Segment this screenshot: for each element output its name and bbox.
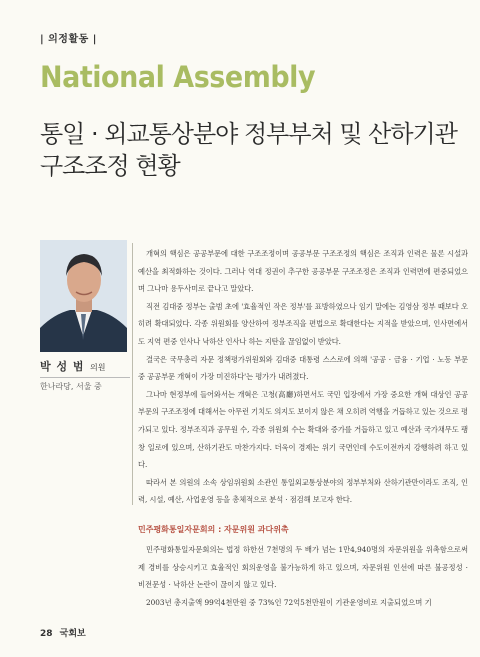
author-region: 한나라당, 서울 중 bbox=[40, 377, 130, 392]
paragraph: 2003년 총지출액 99억4천만원 중 73%인 72억5천만원이 기관운영비로 지출되었으며 기 bbox=[146, 597, 432, 607]
english-title: National Assembly bbox=[40, 60, 316, 94]
author-caption bbox=[40, 358, 130, 392]
article-title: 통일 · 외교통상분야 정부부처 및 산하기관 구조조정 현황 bbox=[40, 120, 457, 180]
page-number: 28 bbox=[40, 629, 53, 639]
column-divider bbox=[132, 243, 133, 505]
author-photo bbox=[40, 240, 127, 352]
author-title: 의원 bbox=[90, 363, 106, 372]
article-body-continued bbox=[138, 541, 468, 611]
paragraph: 직전 김대중 정부는 출범 초에 '효율적인 작은 정부'를 표방하였으나 임기 말에는 김영삼 정부 때보다 오히려 확대되었다. 각종 위원회를 양산하여 정부조직을 편법으로 확대한다는 지적을 받았으며, 인사면에서도 지역 편중 인사나 낙하산 인사나 하는 지탄을 끊임없이 받았다. bbox=[138, 301, 468, 346]
paragraph: 따라서 본 의원의 소속 상임위원회 소관인 통일외교통상분야의 정부부처와 산하기관만이라도 조직, 인력, 시설, 예산, 사업운영 등을 총체적으로 분석 · 점검해 보고자 한다. bbox=[138, 477, 468, 505]
section-label: | 의정활동 | bbox=[40, 34, 97, 45]
paragraph: 민주평화통일자문회의는 법정 하한선 7천명의 두 배가 넘는 1만4,940명의 자문위원을 위촉함으로써 제 경비를 상승시키고 효율적인 회의운영을 불가능하게 하고 있으며, 자문위원 인선에 따른 불공정성 · 비전문성 · 낙하산 논란이 끊이지 않고 있다. bbox=[138, 545, 468, 590]
page-footer bbox=[40, 626, 86, 639]
subheading: 민주평화통일자문회의 : 자문위원 과다위촉 bbox=[138, 525, 289, 534]
publication-name: 국회보 bbox=[59, 629, 86, 639]
paragraph: 그나마 현정부에 들어와서는 개혁은 고청(高廳)하면서도 국민 입장에서 가장 중요한 개혁 대상인 공공부문의 구조조정에 대해서는 아무런 기치도 의지도 보이지 않은 채 오히려 역행을 거듭하고 있는 것으로 평가되고 있다. 정부조직과 공무원 수, 각종 위원회 수는 확대와 증가를 거듭하고 있고 예산과 국가채무도 팽창 일로에 있으며, 산하기관도 마찬가지다. 더욱이 경제는 위기 국면인데 수도이전까지 강행하려 하고 있다. bbox=[138, 389, 468, 470]
author-name: 박 성 범 bbox=[40, 360, 85, 373]
paragraph: 결국은 국무총리 자문 정책평가위원회와 김대중 대통령 스스로에 의해 '공공 · 금융 · 기업 · 노동 부문 중 공공부문 개혁이 가장 미진하다'는 평가가 내려졌다. bbox=[138, 354, 468, 382]
article-body bbox=[138, 245, 468, 509]
paragraph: 개혁의 핵심은 공공부문에 대한 구조조정이며 공공부문 구조조정의 핵심은 조직과 인력은 물론 시설과 예산을 최적화하는 것이다. 그러나 역대 정권이 추구한 공공부문 구조조정은 조직과 인력면에 편중되었으며 그나마 용두사미로 끝나고 말았다. bbox=[138, 249, 468, 294]
